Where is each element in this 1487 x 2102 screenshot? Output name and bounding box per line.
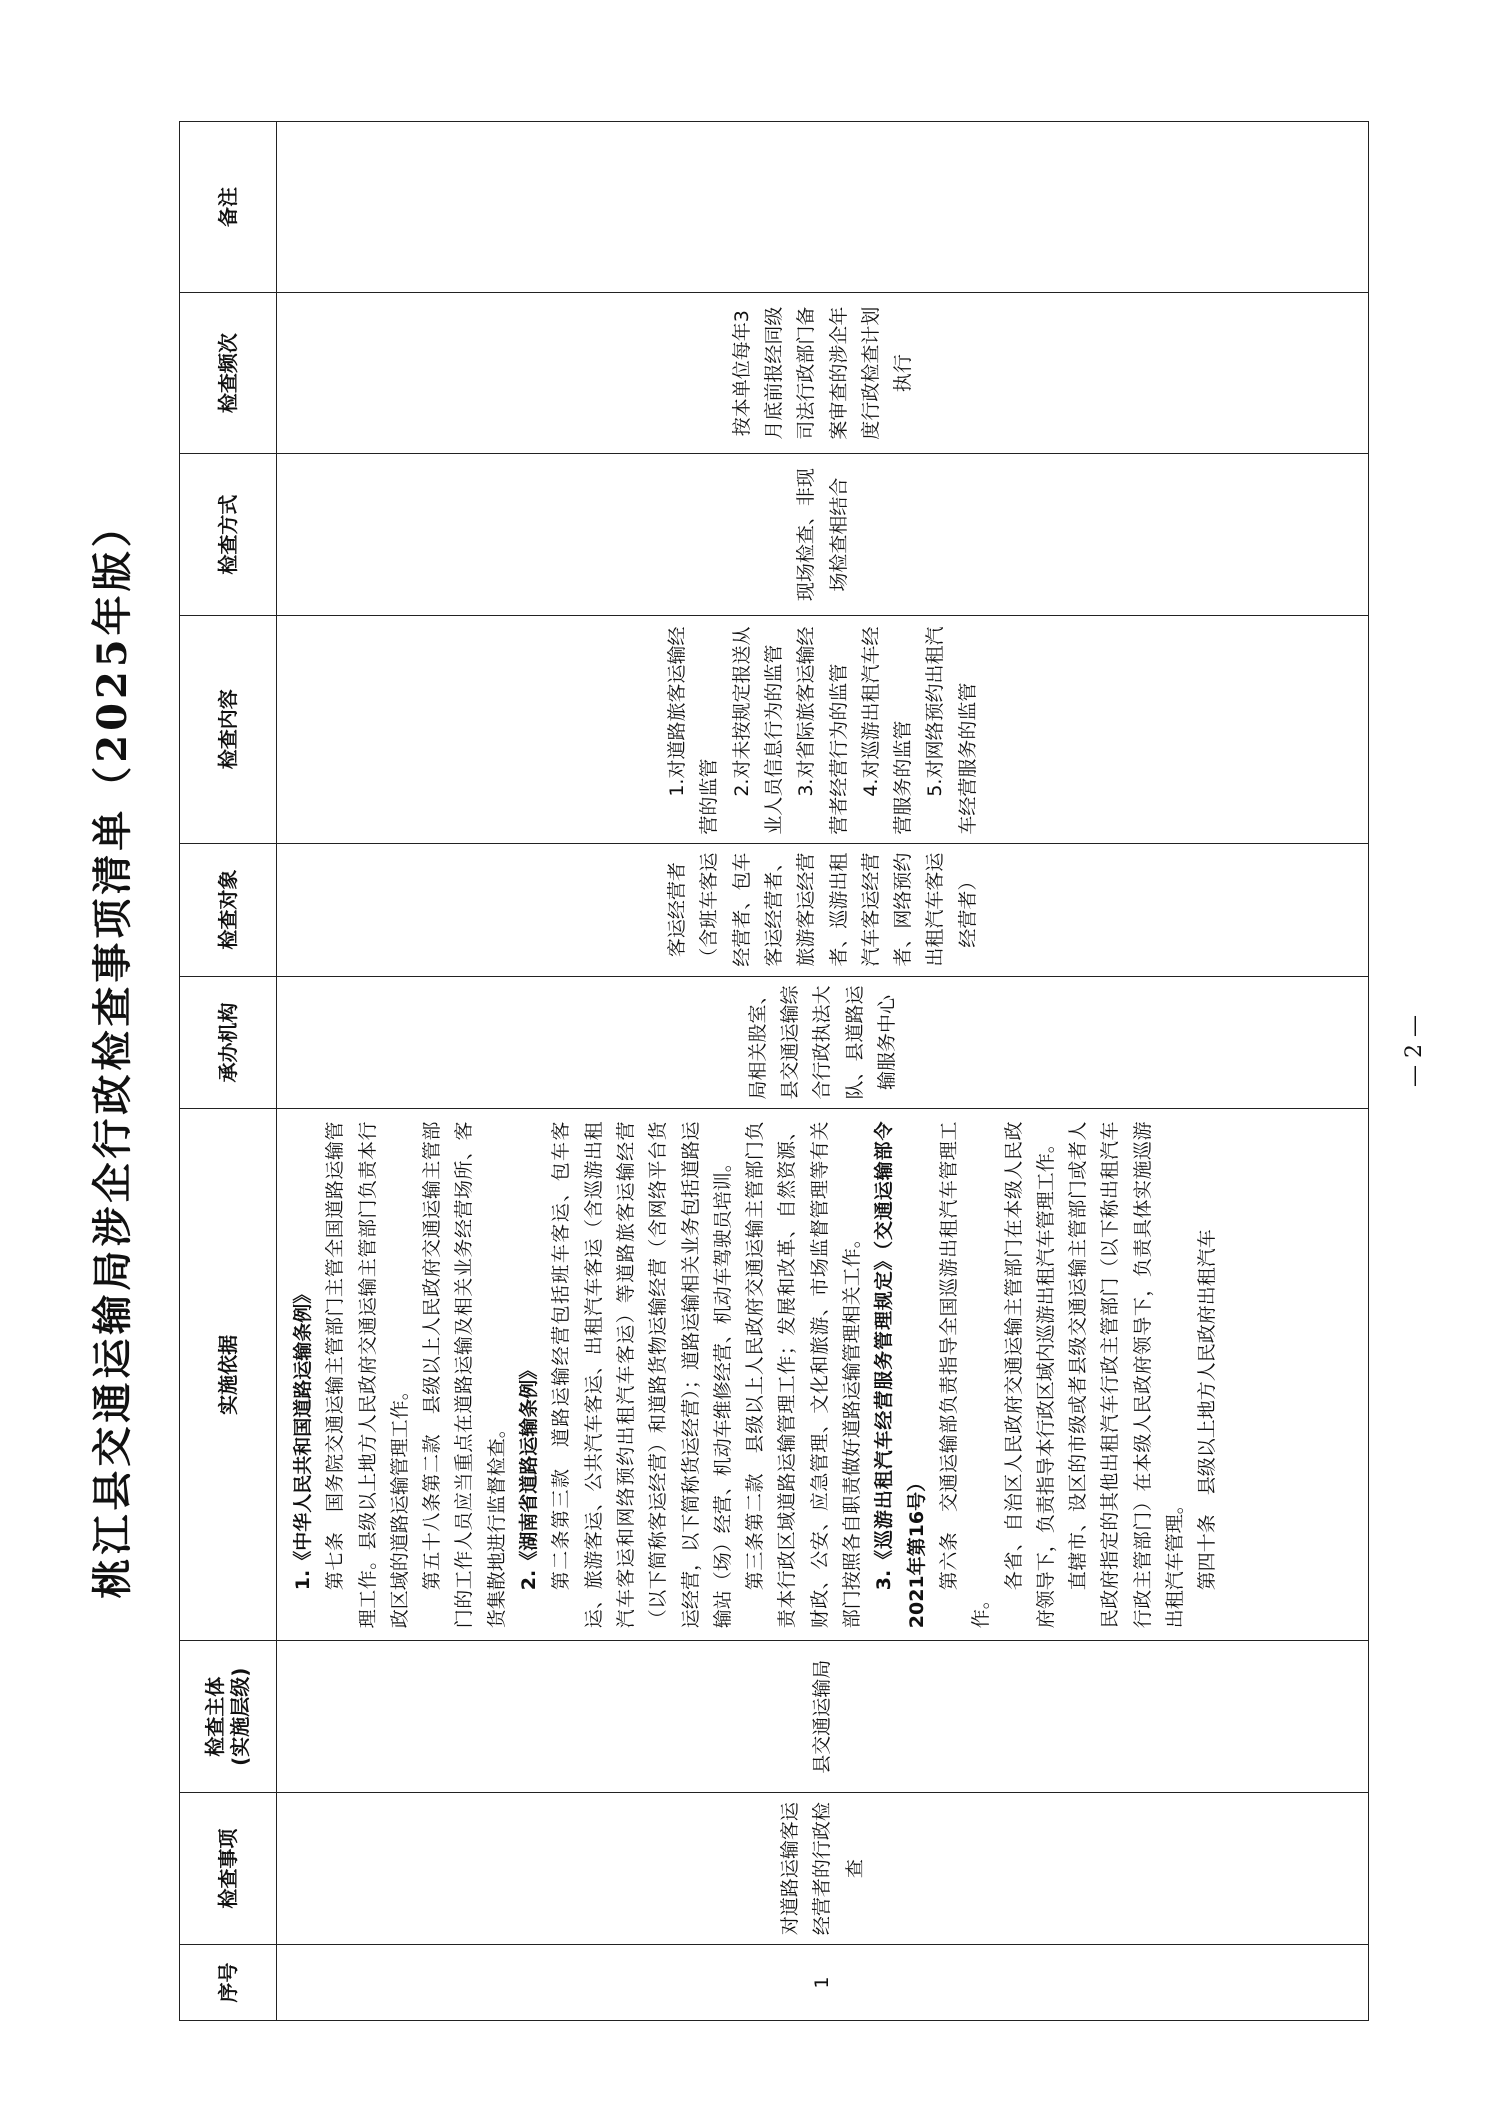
col-header-basis: 实施依据 [180,1109,277,1641]
cell-target: 客运经营者（含班车客运经营者、包车客运经营者、旅游客运经营者、巡游出租汽车客运经营者、网络预约出租汽车客运经营者） [277,843,1369,976]
basis-para: 各省、自治区人民政府交通运输主管部门在本级人民政府领导下，负责指导本行政区域内巡游出租汽车管理工作。 [1002,1121,1057,1629]
basis-para: 2.《湖南省道路运输条例》 [518,1360,541,1591]
cell-subject: 县交通运输局 [277,1641,1369,1793]
page-title: 桃江县交通运输局涉企行政检查事项清单（2025年版） [88,503,136,1599]
table-row [277,122,1369,2021]
col-header-content: 检查内容 [180,615,277,843]
cell-frequency: 按本单位每年3月底前报经同级司法行政部门备案审查的涉企年度行政检查计划执行 [277,292,1369,453]
content-item: 1.对道路旅客运输经营的监管 [666,626,721,835]
basis-para: 第七条 国务院交通运输主管部门主管全国道路运输管理工作。县级以上地方人民政府交通运输主管部门负责本行政区域的道路运输管理工作。 [324,1121,411,1629]
cell-content [277,615,1369,843]
col-header-agency: 承办机构 [180,976,277,1109]
content-item: 4.对巡游出租汽车经营服务的监管 [859,626,915,835]
cell-method: 现场检查、非现场检查相结合 [277,454,1369,615]
content-item: 5.对网络预约出租汽车经营服务的监管 [924,626,979,835]
basis-para: 第六条 交通运输部负责指导全国巡游出租汽车管理工作。 [937,1121,993,1629]
rotated-sheet [44,61,1444,2041]
col-header-method: 检查方式 [180,454,277,615]
content-item: 3.对省际旅客运输经营者经营行为的监管 [795,626,850,835]
col-header-target: 检查对象 [180,843,277,976]
basis-para: 第四十条 县级以上地方人民政府出租汽车 [1196,1229,1219,1591]
basis-para: 第五十八条第二款 县级以上人民政府交通运输主管部门的工作人员应当重点在道路运输及相关业务经营场所、客货集散地进行监督检查。 [421,1121,508,1629]
col-header-note: 备注 [180,122,277,293]
page-number: — 2 — [1401,1015,1427,1087]
basis-para: 1.《中华人民共和国道路运输条例》 [292,1284,314,1591]
col-header-item: 检查事项 [180,1793,277,1945]
basis-para: 第二条第三款 道路运输经营包括班车客运、包车客运、旅游客运、公共汽车客运、出租汽车客运（含巡游出租汽车客运和网络预约出租汽车客运）等道路旅客运输经营（以下简称客运经营）和道路货物运输经营（含网络平台货运经营，以下简称货运经营）；道路运输相关业务包括道路运输站（场）经营、机动车维修经营、机动车驾驶员培训。 [550,1121,734,1629]
col-header-subject: 检查主体 (实施层级) [180,1641,277,1793]
content-item: 2.对未按规定报送从业人员信息行为的监管 [730,626,785,835]
basis-para: 直辖市、设区的市级或者县级交通运输主管部门或者人民政府指定的其他出租汽车行政主管部门（以下称出租汽车行政主管部门）在本级人民政府领导下，负责具体实施巡游出租汽车管理。 [1067,1121,1187,1629]
basis-para: 3.《巡游出租汽车经营服务管理规定》（交通运输部令2021年第16号） [873,1121,928,1629]
cell-item: 对道路运输客运经营者的行政检查 [277,1793,1369,1945]
cell-index: 1 [277,1945,1369,2021]
inspection-table [179,121,1369,2021]
cell-note [277,122,1369,293]
table-header-row [180,122,277,2021]
cell-basis [277,1109,1369,1641]
col-header-frequency: 检查频次 [180,292,277,453]
col-header-index: 序号 [180,1945,277,2021]
cell-agency: 局相关股室、县交通运输综合行政执法大队、县道路运输服务中心 [277,976,1369,1109]
basis-para: 第三条第二款 县级以上人民政府交通运输主管部门负责本行政区域道路运输管理工作；发展和改革、自然资源、财政、公安、应急管理、文化和旅游、市场监督管理等有关部门按照各自职责做好道路运输管理相关工作。 [744,1121,864,1629]
